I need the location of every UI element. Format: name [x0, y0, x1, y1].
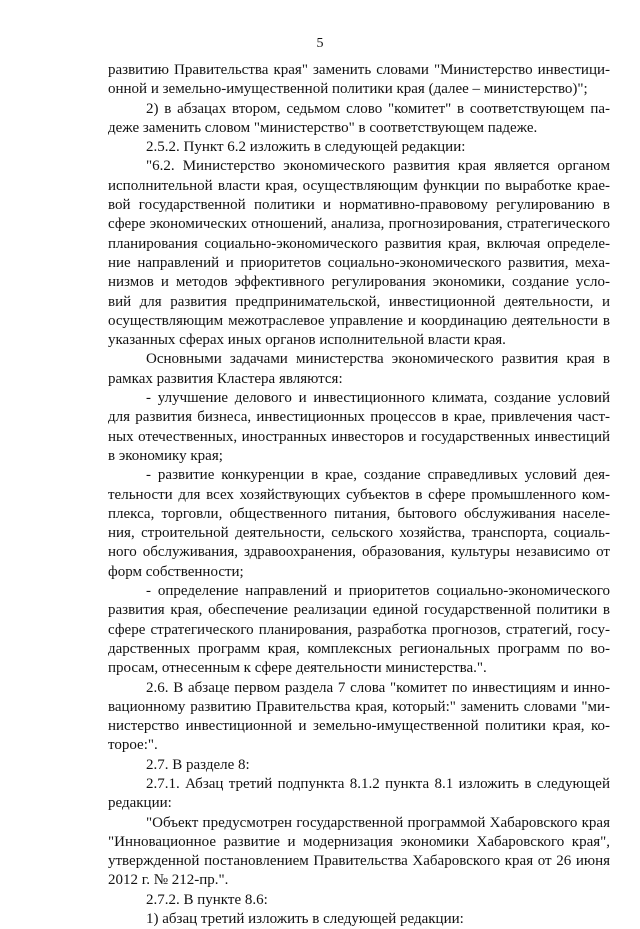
text-line: деже заменить словом "министерство" в соответствующем падеже. — [108, 119, 538, 136]
text-line: осуществляющим межотраслевое управление и координацию деятельности в — [108, 312, 610, 329]
text-line: сфере экономических отношений, анализа, прогнозирования, стратегического — [108, 216, 610, 233]
text-line: онной и земельно-имущественной политики края (далее – министерство)"; — [108, 81, 588, 98]
text-line: сфере стратегического планирования, разработка прогнозов, стратегий, госу- — [108, 621, 610, 638]
text-line: ного обслуживания, здравоохранения, образования, культуры независимо от — [108, 544, 610, 561]
text-line: - развитие конкуренции в крае, создание справедливых условий дея- — [146, 467, 610, 484]
text-line: утвержденной постановлением Правительства Хабаровского края от 26 июня — [108, 853, 610, 870]
text-line: вий для развития предпринимательской, инвестиционной деятельности, и — [108, 293, 610, 310]
text-line: в экономику края; — [108, 447, 223, 464]
text-line: форм собственности; — [108, 563, 244, 580]
text-line: 2) в абзацах втором, седьмом слово "комитет" в соответствующем па- — [146, 100, 610, 117]
text-line: 2.7.2. В пункте 8.6: — [146, 891, 268, 908]
text-line: "Объект предусмотрен государственной программой Хабаровского края — [146, 814, 610, 831]
text-line: нистерство инвестиционной и земельно-имущественной политики края, ко- — [108, 718, 610, 735]
text-line: "Инновационное развитие и модернизация экономики Хабаровского края", — [108, 833, 610, 850]
text-line: "6.2. Министерство экономического развития края является органом — [146, 158, 610, 175]
text-line: 2.6. В абзаце первом раздела 7 слова "комитет по инвестициям и инно- — [146, 679, 610, 696]
text-line: дарственных программ края, комплексных региональных программ по во- — [108, 640, 610, 657]
text-line: развитию Правительства края" заменить словами "Министерство инвестици- — [108, 62, 610, 78]
text-line: 2.7.1. Абзац третий подпункта 8.1.2 пункта 8.1 изложить в следующей — [146, 775, 610, 792]
document-body — [108, 61, 610, 929]
text-line: рамках развития Кластера являются: — [108, 370, 343, 387]
page-number: 5 — [316, 36, 324, 51]
text-line: для развития бизнеса, инвестиционных процессов в крае, привлечения част- — [108, 409, 610, 426]
text-line: тельности для всех хозяйствующих субъектов в сфере промышленного ком- — [108, 486, 610, 503]
text-line: ние направлений и приоритетов социально-экономического развития, меха- — [108, 254, 610, 271]
text-line: ных отечественных, иностранных инвесторов и государственных инвестиций — [108, 428, 610, 445]
text-line: Основными задачами министерства экономического развития края в — [146, 351, 610, 368]
text-line: - улучшение делового и инвестиционного климата, создание условий — [146, 390, 610, 407]
text-line: планирования социально-экономического развития края, включая определе- — [108, 235, 610, 252]
text-line: 2.7. В разделе 8: — [146, 756, 250, 773]
text-line: вационному развитию Правительства края, который:" заменить словами "ми- — [108, 698, 610, 715]
text-line: низмов и методов эффективного регулирования экономики, создание усло- — [108, 274, 610, 291]
text-line: указанных сферах иных органов исполнительной власти края. — [108, 332, 506, 349]
text-line: просам, отнесенным к сфере деятельности министерства.". — [108, 660, 487, 677]
text-line: торое:". — [108, 737, 158, 754]
text-line: 2.5.2. Пункт 6.2 изложить в следующей редакции: — [146, 139, 466, 156]
text-line: 1) абзац третий изложить в следующей редакции: — [146, 911, 464, 928]
text-line: вой государственной политики и нормативно-правовому регулированию в — [108, 197, 610, 214]
text-line: исполнительной власти края, осуществляющим функции по выработке крае- — [108, 177, 610, 194]
text-line: 2012 г. № 212-пр.". — [108, 872, 229, 889]
text-line: - определение направлений и приоритетов социально-экономического — [146, 583, 610, 600]
text-line: плекса, торговли, общественного питания, бытового обслуживания населе- — [108, 505, 610, 522]
text-line: редакции: — [108, 795, 172, 812]
text-line: развития края, обеспечение реализации единой государственной политики в — [108, 602, 610, 619]
text-line: ния, строительной деятельности, сельского хозяйства, транспорта, социаль- — [108, 525, 610, 542]
